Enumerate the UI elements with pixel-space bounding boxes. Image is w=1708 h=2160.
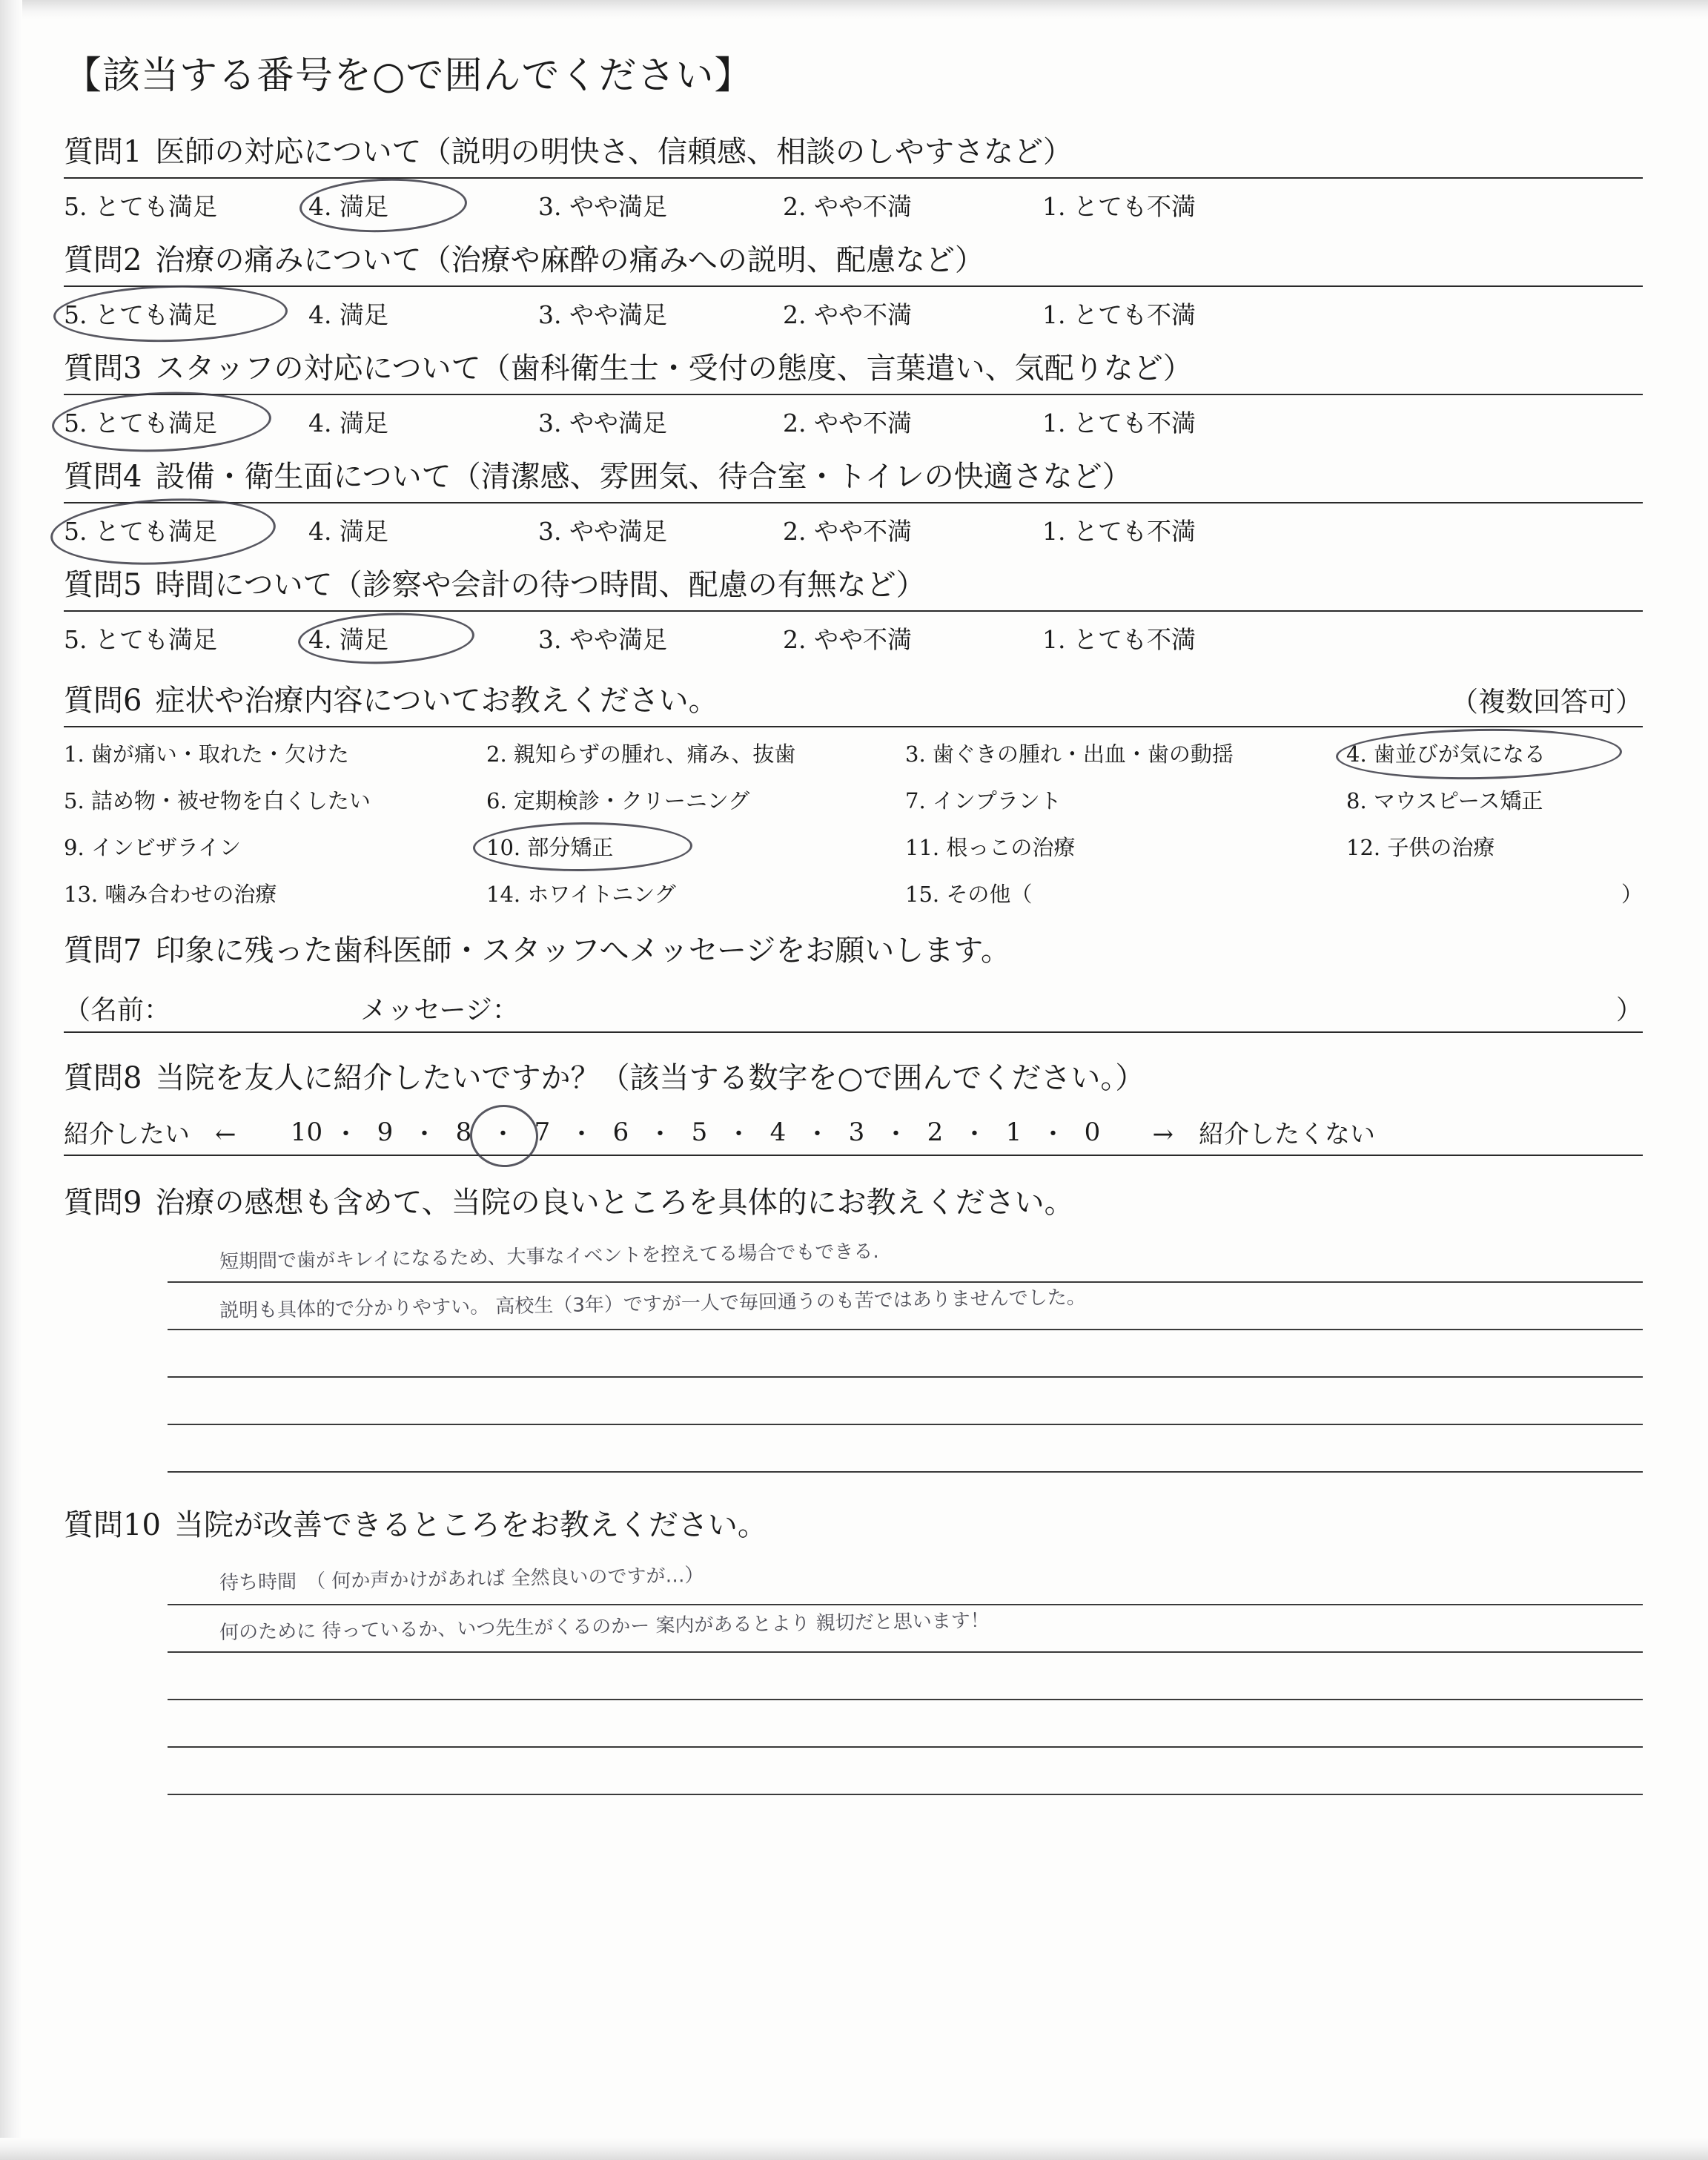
handwriting-q10-1: 待ち時間 （ 何か声かけがあれば 全然良いのですが…）: [219, 1564, 704, 1595]
question-text-q1: 医師の対応について（説明の明快さ、信頼感、相談のしやすさなど）: [155, 135, 1073, 169]
option-q3-5[interactable]: 5. とても満足: [64, 409, 217, 437]
question-block-q3: [64, 349, 1643, 445]
handwriting-q9-2: 説明も具体的で分かりやすい。 高校生（3年）ですが一人で毎回通うのも苦ではありませんでした。: [219, 1286, 1087, 1323]
question-label-q8: 質問8: [64, 1061, 142, 1095]
scale-number-3[interactable]: 3: [848, 1117, 865, 1147]
answer-line-q10-3[interactable]: [168, 1653, 1643, 1700]
scale-sep-9: ・: [961, 1120, 987, 1149]
answer-line-q10-2[interactable]: [168, 1605, 1643, 1653]
question-block-q7: [64, 931, 1643, 1033]
scan-edge-top: [0, 0, 1708, 19]
options-grid-q6: [64, 727, 1643, 908]
answer-line-q9-4[interactable]: [168, 1378, 1643, 1425]
option-q6-15[interactable]: 15. その他（: [905, 882, 1033, 907]
option-q1-3[interactable]: 3. やや満足: [538, 192, 667, 221]
scale-number-2[interactable]: 2: [927, 1117, 944, 1147]
question-text-q3: スタッフの対応について（歯科衛生士・受付の態度、言葉遣い、気配りなど）: [155, 351, 1193, 386]
option-q5-1[interactable]: 1. とても不満: [1042, 625, 1196, 654]
option-q5-4[interactable]: 4. 満足: [308, 625, 388, 654]
answer-lines-q9: [64, 1235, 1643, 1473]
scale-sep-3: ・: [490, 1120, 516, 1149]
scale-sep-2: ・: [411, 1120, 437, 1149]
page-title: 【該当する番号を○で囲んでください】: [64, 54, 753, 98]
close-paren-q7: ）: [1615, 995, 1643, 1025]
q6-row-1: [64, 738, 1643, 768]
question-heading-q9: [64, 1183, 1643, 1228]
question-text-q9: 治療の感想も含めて、当院の良いところを具体的にお教えください。: [155, 1186, 1074, 1220]
answer-line-q9-5[interactable]: [168, 1425, 1643, 1473]
question-block-q2: [64, 240, 1643, 337]
option-q4-5[interactable]: 5. とても満足: [64, 517, 217, 546]
question-label-q7: 質問7: [64, 934, 142, 968]
scale-number-5[interactable]: 5: [691, 1117, 708, 1147]
option-q5-2[interactable]: 2. やや不満: [783, 625, 912, 654]
option-q3-1[interactable]: 1. とても不満: [1042, 409, 1196, 437]
survey-content: [64, 44, 1643, 1807]
options-row-q1: [64, 179, 1643, 228]
question-heading-q2: [64, 240, 1643, 287]
option-q6-8[interactable]: 8. マウスピース矯正: [1346, 788, 1543, 813]
option-q5-3[interactable]: 3. やや満足: [538, 625, 667, 654]
option-q3-2[interactable]: 2. やや不満: [783, 409, 912, 437]
option-q6-9[interactable]: 9. インビザライン: [64, 835, 242, 860]
scale-numbers-q8: [281, 1114, 1119, 1150]
option-q6-3[interactable]: 3. 歯ぐきの腫れ・出血・歯の動揺: [905, 742, 1234, 767]
question-block-q5: [64, 565, 1643, 661]
question-heading-q1: [64, 132, 1643, 179]
scale-number-0[interactable]: 0: [1084, 1117, 1101, 1147]
question-heading-q7: [64, 931, 1643, 976]
option-q3-3[interactable]: 3. やや満足: [538, 409, 667, 437]
option-q4-4[interactable]: 4. 満足: [308, 517, 388, 546]
question-label-q10: 質問10: [64, 1508, 161, 1542]
option-q6-14[interactable]: 14. ホワイトニング: [486, 882, 676, 907]
message-label-q7: メッセージ：: [360, 995, 519, 1025]
question-heading-q4: [64, 457, 1643, 503]
question-block-q4: [64, 457, 1643, 553]
scale-number-6[interactable]: 6: [612, 1117, 629, 1147]
scale-number-10[interactable]: 10: [290, 1117, 323, 1147]
option-q2-1[interactable]: 1. とても不満: [1042, 300, 1196, 329]
question-heading-q5: [64, 565, 1643, 612]
scale-row-q8: [64, 1103, 1643, 1156]
question-label-q5: 質問5: [64, 568, 142, 602]
question-text-q6: 症状や治療内容についてお教えください。: [155, 684, 718, 718]
scan-edge-left: [0, 0, 22, 2160]
q6-row-3: [64, 831, 1643, 862]
scale-right-label-q8: → 紹介したくない: [1152, 1120, 1375, 1149]
option-q1-4[interactable]: 4. 満足: [308, 192, 388, 221]
scale-sep-5: ・: [647, 1120, 673, 1149]
option-q6-2[interactable]: 2. 親知らずの腫れ、痛み、抜歯: [486, 742, 796, 767]
answer-line-q9-2[interactable]: [168, 1283, 1643, 1330]
name-message-row-q7: [64, 976, 1643, 1033]
option-q6-4[interactable]: 4. 歯並びが気になる: [1346, 742, 1546, 767]
question-block-q10: [64, 1505, 1643, 1795]
option-q6-13[interactable]: 13. 噛み合わせの治療: [64, 882, 277, 907]
question-block-q8: [64, 1058, 1643, 1156]
scale-sep-7: ・: [804, 1120, 830, 1149]
option-q1-1[interactable]: 1. とても不満: [1042, 192, 1196, 221]
question-note-q6: （複数回答可）: [1451, 686, 1643, 719]
answer-lines-q10: [64, 1558, 1643, 1795]
scale-sep-8: ・: [883, 1120, 909, 1149]
question-text-q8: 当院を友人に紹介したいですか？（該当する数字を○で囲んでください。）: [155, 1061, 1145, 1095]
q6-row-4: [64, 878, 1643, 908]
option-q6-6[interactable]: 6. 定期検診・クリーニング: [486, 788, 750, 813]
option-q6-11[interactable]: 11. 根っこの治療: [905, 835, 1076, 860]
question-block-q6: [64, 681, 1643, 908]
handwriting-q9-1: 短期間で歯がキレイになるため、大事なイベントを控えてる場合でもできる.: [219, 1241, 879, 1273]
handwriting-q10-2: 何のために 待っているか、いつ先生がくるのかー 案内があるとより 親切だと思います！: [219, 1609, 990, 1645]
option-q3-4[interactable]: 4. 満足: [308, 409, 388, 437]
answer-line-q10-4[interactable]: [168, 1700, 1643, 1748]
option-q6-5[interactable]: 5. 詰め物・被せ物を白くしたい: [64, 788, 371, 813]
option-q1-2[interactable]: 2. やや不満: [783, 192, 912, 221]
answer-line-q9-1[interactable]: [168, 1235, 1643, 1283]
option-q2-2[interactable]: 2. やや不満: [783, 300, 912, 329]
option-q5-5[interactable]: 5. とても満足: [64, 625, 217, 654]
question-text-q10: 当院が改善できるところをお教えください。: [173, 1508, 767, 1542]
question-text-q2: 治療の痛みについて（治療や麻酔の痛みへの説明、配慮など）: [155, 243, 984, 277]
question-block-q1: [64, 132, 1643, 228]
options-row-q5: [64, 612, 1643, 661]
options-row-q2: [64, 287, 1643, 337]
scale-sep-6: ・: [726, 1120, 752, 1149]
question-label-q1: 質問1: [64, 135, 142, 169]
option-q1-5[interactable]: 5. とても満足: [64, 192, 217, 221]
question-heading-q6: [64, 681, 1643, 727]
option-q4-2[interactable]: 2. やや不満: [783, 517, 912, 546]
scale-number-4[interactable]: 4: [769, 1117, 787, 1147]
scale-number-7[interactable]: 7: [534, 1117, 551, 1147]
scale-sep-1: ・: [333, 1120, 359, 1149]
scale-sep-10: ・: [1040, 1120, 1066, 1149]
scale-left-label-q8: 紹介したい ←: [64, 1120, 236, 1149]
option-q6-15-close: ）: [1621, 882, 1643, 907]
option-q2-4[interactable]: 4. 満足: [308, 300, 388, 329]
answer-line-q10-5[interactable]: [168, 1748, 1643, 1795]
question-text-q5: 時間について（診察や会計の待つ時間、配慮の有無など）: [155, 568, 926, 602]
option-q4-1[interactable]: 1. とても不満: [1042, 517, 1196, 546]
q6-row-2: [64, 785, 1643, 815]
question-label-q6: 質問6: [64, 684, 142, 718]
option-q2-5[interactable]: 5. とても満足: [64, 300, 217, 329]
options-row-q3: [64, 395, 1643, 445]
scale-number-1[interactable]: 1: [1005, 1117, 1022, 1147]
question-label-q9: 質問9: [64, 1186, 142, 1220]
question-block-q9: [64, 1183, 1643, 1473]
scale-number-9[interactable]: 9: [377, 1117, 394, 1147]
question-label-q3: 質問3: [64, 351, 142, 386]
option-q2-3[interactable]: 3. やや満足: [538, 300, 667, 329]
option-q4-3[interactable]: 3. やや満足: [538, 517, 667, 546]
question-heading-q8: [64, 1058, 1643, 1103]
option-q6-1[interactable]: 1. 歯が痛い・取れた・欠けた: [64, 742, 349, 767]
question-text-q7: 印象に残った歯科医師・スタッフへメッセージをお願いします。: [155, 934, 1011, 968]
answer-line-q9-3[interactable]: [168, 1330, 1643, 1378]
scale-number-8[interactable]: 8: [455, 1117, 472, 1147]
question-heading-q10: [64, 1505, 1643, 1550]
question-label-q2: 質問2: [64, 243, 142, 277]
option-q6-7[interactable]: 7. インプラント: [905, 788, 1062, 813]
question-label-q4: 質問4: [64, 460, 142, 494]
option-q6-12[interactable]: 12. 子供の治療: [1346, 835, 1495, 860]
answer-line-q10-1[interactable]: [168, 1558, 1643, 1605]
options-row-q4: [64, 503, 1643, 553]
option-q6-10[interactable]: 10. 部分矯正: [486, 835, 614, 860]
name-label-q7: （名前：: [64, 995, 171, 1025]
question-text-q4: 設備・衛生面について（清潔感、雰囲気、待合室・トイレの快適さなど）: [155, 460, 1132, 494]
scale-sep-4: ・: [569, 1120, 595, 1149]
scan-edge-bottom: [0, 2138, 1708, 2160]
question-heading-q3: [64, 349, 1643, 395]
